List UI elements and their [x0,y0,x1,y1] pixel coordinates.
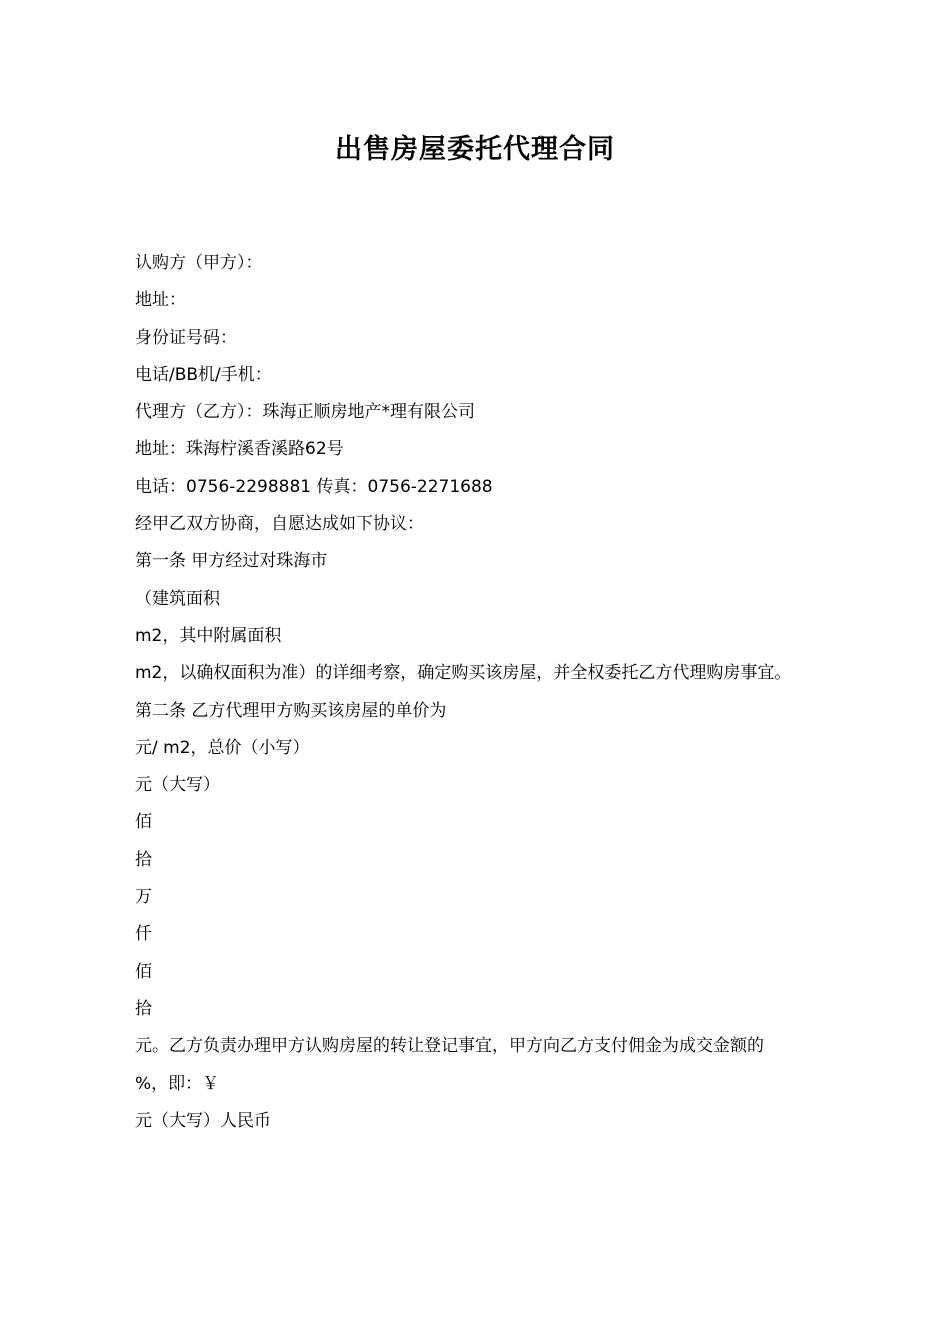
amount-hundred-line: 佰 [135,961,152,982]
attached-area-line: m2，其中附属面积 [135,625,282,646]
document-title: 出售房屋委托代理合同 [335,134,615,165]
article-one-line: 第一条 甲方经过对珠海市 [135,551,328,572]
amount-uppercase-line: 元（大写） [135,775,220,796]
commission-rmb-line: 元（大写）人民币 [135,1110,271,1131]
building-area-line: （建筑面积 [135,588,220,609]
unit-price-line: 元/ m2，总价（小写） [135,737,310,758]
amount-hundred-million-line: 佰 [135,812,152,833]
buyer-id-number-line: 身份证号码： [135,327,237,348]
amount-ten-million-line: 拾 [135,849,152,870]
agent-contact-line: 电话：0756-2298881 传真：0756-2271688 [135,476,493,497]
article-two-line: 第二条 乙方代理甲方购买该房屋的单价为 [135,700,447,721]
inspection-clause-line: m2，以确权面积为准）的详细考察，确定购买该房屋，并全权委托乙方代理购房事宜。 [135,663,792,684]
commission-percent-line: %，即：￥ [135,1073,220,1094]
commission-clause-line: 元。乙方负责办理甲方认购房屋的转让登记事宜，甲方向乙方支付佣金为成交金额的 [135,1036,764,1057]
amount-ten-thousand-line: 万 [135,887,152,908]
buyer-party-line: 认购方（甲方）： [135,253,263,273]
amount-ten-line: 拾 [135,998,152,1019]
contract-body [115,245,840,1140]
amount-thousand-line: 仟 [135,924,152,945]
buyer-address-line: 地址： [135,290,186,311]
agent-party-line: 代理方（乙方）：珠海正顺房地产*理有限公司 [135,402,475,423]
agreement-intro-line: 经甲乙双方协商，自愿达成如下协议： [135,514,424,535]
buyer-phone-line: 电话/BB机/手机： [135,364,272,385]
agent-address-line: 地址：珠海柠溪香溪路62号 [135,439,344,460]
